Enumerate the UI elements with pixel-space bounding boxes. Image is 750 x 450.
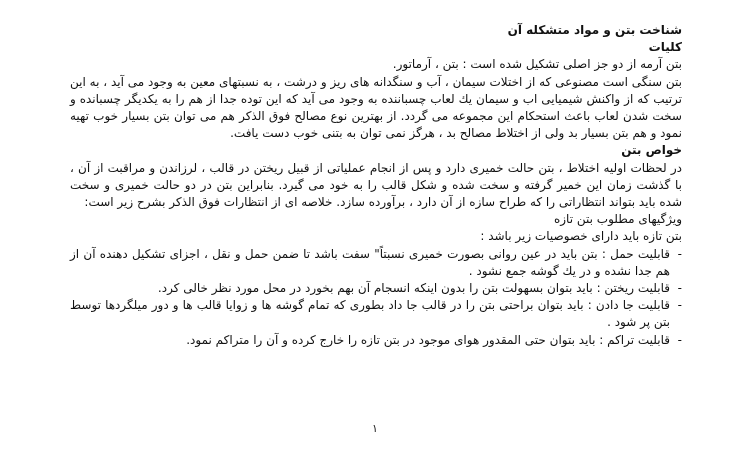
list-item [70,332,682,349]
bullet-dash: - [677,332,682,347]
document-page [70,22,682,349]
list-item-text: قابلیت ریختن : باید بتوان بسهولت بتن را بدون اینکه انسجام آن بهم بخورد در محل مورد نظر خالی کرد. [157,281,670,296]
list-item [70,280,682,297]
bullet-dash: - [677,281,682,296]
list-item-text: قابلیت حمل : بتن باید در عین روانی بصورت خمیری نسبتاً" سفت باشد تا ضمن حمل و نقل ، اجزای تشکیل دهنده آن از هم جدا نشده و در یك گوشه جمع نشود . [70,246,670,278]
document-title: شناخت بتن و مواد متشکله آن [507,23,682,37]
paragraph-concrete-definition: بتن سنگی است مصنوعی که از اختلات سیمان ، آب و سنگدانه های ریز و درشت ، به نسبتهای معین به وجود می آید ، به این ترتیب که از واکنش شیمیایی اب و سیمان یك لعاب چسباننده به وجود می آید که این توده جدا از هم را به یکدیگر چسبانده و سخت شدن لعاب باعث استحکام این مجموعه می گردد. از بهترین نوع مصالح فوق الذکر هم می توان بتن بسیار خوب تهیه نمود و هم بتن بسیار بد ولی از اختلاط مصالح بد ، هرگز نمی توان به بتنی خوب دست یافت. [70,74,682,141]
list-item [70,297,682,331]
section-heading-overview: کلیات [648,40,682,55]
bullet-dash: - [677,246,682,261]
intro-line: بتن تازه باید دارای خصوصیات زیر باشد : [480,229,682,244]
bullet-dash: - [677,298,682,313]
section-heading-properties: خواص بتن [621,143,682,158]
list-item-text: قابلیت جا دادن : باید بتوان براحتی بتن را در قالب جا داد بطوری که تمام گوشه ها و زوایا قالب ها و دور میلگردها توسط بتن پر شود . [70,298,670,330]
subheading-fresh-concrete: ویژگیهای مطلوب بتن تازه [553,212,682,227]
page-number: ۱ [372,422,378,435]
paragraph-reinforced-concrete: بتن آرمه از دو جز اصلی تشکیل شده است : بتن ، آرماتور. [392,57,682,72]
list-item-text: قابلیت تراکم : باید بتوان حتی المقدور هوای موجود در بتن تازه را خارج کرده و آن را متراکم نمود. [186,332,670,347]
paragraph-concrete-properties: در لحظات اولیه اختلاط ، بتن حالت خمیری دارد و پس از انجام عملیاتی از قبیل ریختن در قالب ، لرزاندن و مراقبت از آن ، با گذشت زمان این خمیر گرفته و سخت شده و شکل قالب را به خود می گیرد. بنابراین بتن در دو حالت خمیری و سخت شده باید بتواند انتظاراتی را که طراح سازه از آن دارد ، برآورده سازد. خلاصه ای از انتظارات فوق الذکر بشرح زیر است: [70,160,682,210]
list-item [70,246,682,280]
